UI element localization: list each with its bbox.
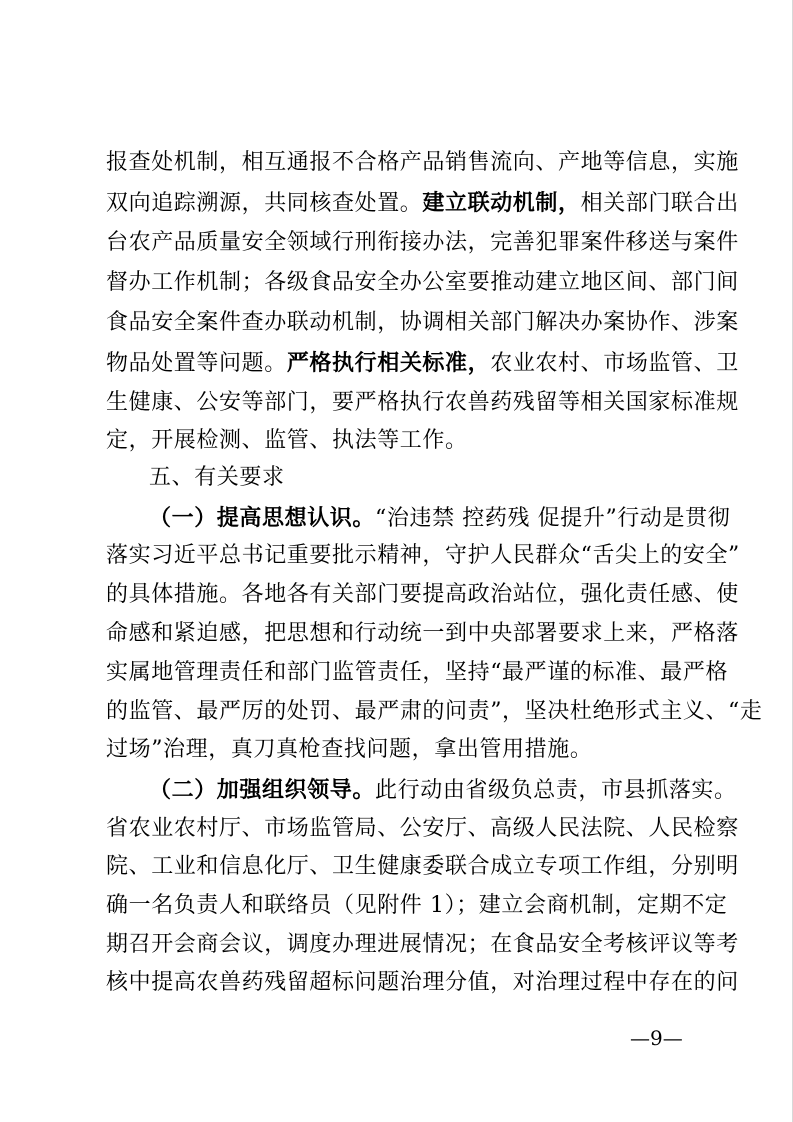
text-span: 台农产品质量安全领域行刑衔接办法，完善犯罪案件移送与案件 — [106, 230, 739, 255]
text-span: 相关部门联合出 — [580, 191, 739, 216]
paragraph-line — [106, 699, 763, 725]
text-span: 院、工业和信息化厅、卫生健康委联合成立专项工作组，分别明 — [106, 854, 739, 879]
paragraph-line — [106, 150, 739, 176]
bold-phrase: 严格执行相关标准， — [286, 350, 491, 376]
text-span: 物品处置等问题。 — [106, 351, 287, 376]
paragraph-line — [106, 230, 739, 256]
paragraph-line — [106, 350, 739, 377]
paragraph-line — [106, 310, 739, 336]
section-title: 五、有关要求 — [149, 465, 285, 490]
text-span: 的具体措施。各地各有关部门要提高政治站位，强化责任感、使 — [106, 582, 739, 607]
text-span: 生健康、公安等部门，要严格执行农兽药残留等相关国家标准规 — [106, 390, 739, 415]
text-span: 的监管、最严厉的处罚、最严肃的问责”，坚决杜绝形式主义、“走 — [106, 699, 763, 724]
paragraph-line — [106, 737, 691, 763]
text-span: 此行动由省级负总责，市县抓落实。 — [375, 778, 737, 803]
text-span: 实属地管理责任和部门监管责任，坚持“最严谨的标准、最严格 — [106, 660, 729, 685]
text-span: 食品安全案件查办联动机制，协调相关部门解决办案协作、涉案 — [106, 310, 739, 335]
paragraph-line — [106, 893, 728, 919]
paragraph-line — [149, 505, 734, 532]
paragraph-line — [106, 660, 729, 686]
text-span: 过场”治理，真刀真枪查找问题，拿出管用措施。 — [106, 737, 593, 762]
text-span: 定，开展检测、监管、执法等工作。 — [106, 428, 468, 453]
text-span: “治违禁 控药残 促提升”行动是贯彻 — [375, 506, 731, 531]
paragraph-line — [106, 854, 739, 880]
paragraph-line — [106, 932, 739, 958]
bold-phrase: 建立联动机制， — [422, 190, 581, 216]
text-span: 期召开会商会议，调度办理进展情况；在食品安全考核评议等考 — [106, 932, 739, 957]
item-title: （一）提高思想认识。 — [149, 505, 376, 531]
paragraph-line — [106, 428, 691, 454]
text-span: 农业农村、市场监管、卫 — [490, 351, 739, 376]
paragraph-line — [106, 190, 739, 217]
paragraph-line — [106, 816, 739, 842]
text-span: 核中提高农兽药残留超标问题治理分值，对治理过程中存在的问 — [106, 970, 739, 995]
text-span: 落实习近平总书记重要批示精神，守护人民群众“舌尖上的安全” — [106, 543, 740, 568]
text-span: 命感和紧迫感，把思想和行动统一到中央部署要求上来，严格落 — [106, 621, 739, 646]
paragraph-line — [106, 582, 739, 608]
text-span: 省农业农村厅、市场监管局、公安厅、高级人民法院、人民检察 — [106, 816, 739, 841]
paragraph-line — [106, 390, 739, 416]
text-span: 督办工作机制；各级食品安全办公室要推动建立地区间、部门间 — [106, 270, 739, 295]
paragraph-line — [106, 970, 739, 996]
page-number: —9— — [630, 1026, 683, 1050]
text-span: 确一名负责人和联络员（见附件 1）；建立会商机制，定期不定 — [106, 893, 728, 918]
paragraph-line — [106, 543, 740, 569]
item-title: （二）加强组织领导。 — [149, 777, 376, 803]
paragraph-line — [106, 621, 739, 647]
paragraph-line — [106, 270, 739, 296]
section-heading — [149, 465, 734, 491]
text-span: 双向追踪溯源，共同核查处置。 — [106, 191, 423, 216]
text-span: 报查处机制，相互通报不合格产品销售流向、产地等信息，实施 — [106, 150, 739, 175]
paragraph-line — [149, 777, 737, 804]
